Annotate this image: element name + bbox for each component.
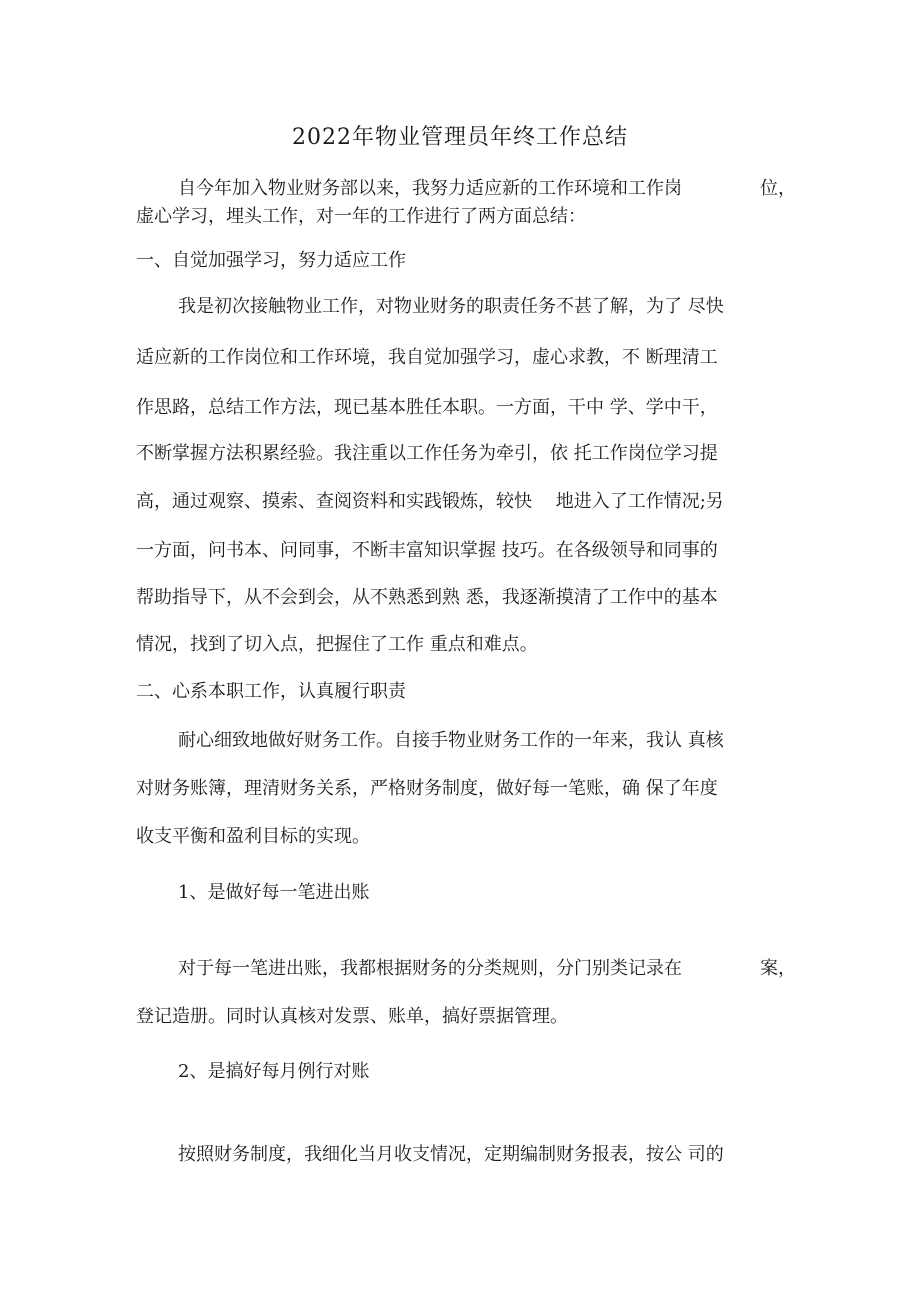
section-2-line: 对财务账簿，理清财务关系，严格财务制度，做好每一笔账，确 保了年度 bbox=[136, 778, 718, 799]
section-1-line: 我是初次接触物业工作，对物业财务的职责任务不甚了解，为了 尽快 bbox=[178, 296, 724, 317]
document-title: 2022年物业管理员年终工作总结 bbox=[292, 125, 628, 150]
item-1-line-1 bbox=[178, 958, 796, 980]
item-2-line-1: 按照财务制度，我细化当月收支情况，定期编制财务报表，按公 司的 bbox=[178, 1144, 724, 1165]
item-1-line-2: 登记造册。同时认真核对发票、账单，搞好票据管理。 bbox=[136, 1006, 568, 1027]
section-1-line: 适应新的工作岗位和工作环境，我自觉加强学习，虚心求教，不 断理清工 bbox=[136, 347, 718, 368]
intro-line-1 bbox=[178, 178, 796, 200]
section-1-line: 一方面，问书本、问同事，不断丰富知识掌握 技巧。在各级领导和同事的 bbox=[136, 540, 718, 561]
intro-line-1-end: 位， bbox=[760, 178, 796, 199]
section-2-heading: 二、心系本职工作，认真履行职责 bbox=[136, 681, 406, 702]
item-1-heading: 1、是做好每一笔进出账 bbox=[178, 882, 370, 903]
section-2-line: 收支平衡和盈利目标的实现。 bbox=[136, 826, 370, 847]
section-1-line: 高，通过观察、摸索、查阅资料和实践锻炼，较快 地进入了工作情况;另 bbox=[136, 491, 724, 512]
item-2-heading: 2、是搞好每月例行对账 bbox=[178, 1061, 370, 1082]
item-1-line-1-end: 案， bbox=[760, 958, 796, 979]
section-2-line: 耐心细致地做好财务工作。自接手物业财务工作的一年来，我认 真核 bbox=[178, 730, 724, 751]
item-1-line-1-text: 对于每一笔进出账，我都根据财务的分类规则，分门别类记录在 bbox=[178, 958, 682, 979]
section-1-line: 作思路，总结工作方法，现已基本胜任本职。一方面，干中 学、学中干， bbox=[136, 397, 718, 418]
intro-line-1-text: 自今年加入物业财务部以来，我努力适应新的工作环境和工作岗 bbox=[178, 178, 682, 199]
section-1-line: 帮助指导下，从不会到会，从不熟悉到熟 悉，我逐渐摸清了工作中的基本 bbox=[136, 587, 718, 608]
intro-line-2: 虚心学习，埋头工作，对一年的工作进行了两方面总结： bbox=[136, 206, 586, 227]
section-1-line: 情况，找到了切入点，把握住了工作 重点和难点。 bbox=[136, 634, 538, 655]
section-1-heading: 一、自觉加强学习，努力适应工作 bbox=[136, 250, 406, 271]
section-1-line: 不断掌握方法积累经验。我注重以工作任务为牵引，依 托工作岗位学习提 bbox=[136, 443, 718, 464]
